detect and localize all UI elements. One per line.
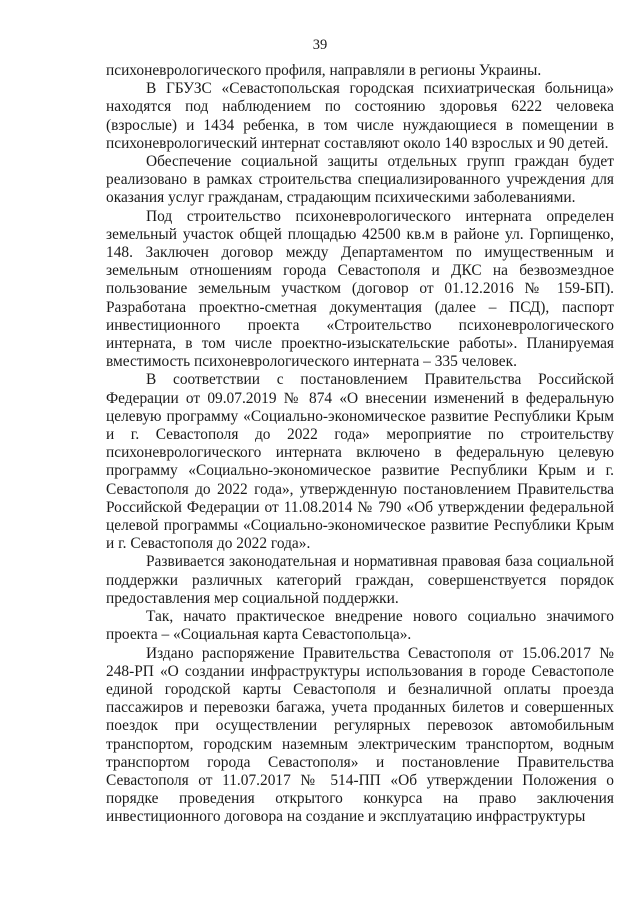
paragraph-legal-base: Развивается законодательная и нормативная правовая база социальной поддержки различных категорий граждан, совершенствуется порядок предоставления мер социальной поддержки. bbox=[106, 553, 614, 607]
paragraph-construction: Под строительство психоневрологического интерната определен земельный участок общей площадью 42500 кв.м в районе ул. Горпищенко, 148. Заключен договор между Департаментом по имущественным и земельным отношениям города Севастополя и ДКС на безвозмездное пользование земельным участком (договор от 01.12.2016 № 159-БП). Разработана проектно-сметная документация (далее – ПСД), паспорт инвестиционного проекта «Строительство психоневрологического интерната, в том числе проектно-изыскательские работы». Планируемая вместимость психоневрологического интерната – 335 человек. bbox=[106, 207, 614, 371]
page-number: 39 bbox=[312, 37, 328, 53]
paragraph-social-protection: Обеспечение социальной защиты отдельных групп граждан будет реализовано в рамках строительства специализированного учреждения для оказания услуг гражданам, страдающим психическими заболеваниями. bbox=[106, 153, 614, 207]
body-text bbox=[106, 62, 614, 827]
paragraph-social-card: Так, начато практическое внедрение нового социально значимого проекта – «Социальная карта Севастопольца». bbox=[106, 608, 614, 644]
paragraph-hospital: В ГБУЗС «Севастопольская городская психиатрическая больница» находятся под наблюдением по состоянию здоровья 6222 человека (взрослые) и 1434 ребенка, в том числе нуждающиеся в помещении в психоневрологический интернат составляют около 140 взрослых и 90 детей. bbox=[106, 80, 614, 152]
paragraph-continuation: психоневрологического профиля, направляли в регионы Украины. bbox=[106, 62, 542, 79]
paragraph-order: Издано распоряжение Правительства Севастополя от 15.06.2017 № 248-РП «О создании инфраструктуры использования в городе Севастополе единой городской карты Севастополя и безналичной оплаты проезда пассажиров и перевозки багажа, учета проданных билетов и совершенных поездок при осуществлении регулярных перевозок автомобильным транспортом, городским наземным электрическим транспортом, водным транспортом города Севастополя» и постановление Правительства Севастополя от 11.07.2017 № 514-ПП «Об утверждении Положения о порядке проведения открытого конкурса на право заключения инвестиционного договора на создание и эксплуатацию инфраструктуры bbox=[106, 644, 614, 826]
paragraph-federal-program: В соответствии с постановлением Правительства Российской Федерации от 09.07.2019 № 874 «О внесении изменений в федеральную целевую программу «Социально-экономическое развитие Республики Крым и г. Севастополя до 2022 года» мероприятие по строительству психоневрологического интерната включено в федеральную целевую программу «Социально-экономическое развитие Республики Крым и г. Севастополя до 2022 года», утвержденную постановлением Правительства Российской Федерации от 11.08.2014 № 790 «Об утверждении федеральной целевой программы «Социально-экономическое развитие Республики Крым и г. Севастополя до 2022 года». bbox=[106, 371, 614, 553]
